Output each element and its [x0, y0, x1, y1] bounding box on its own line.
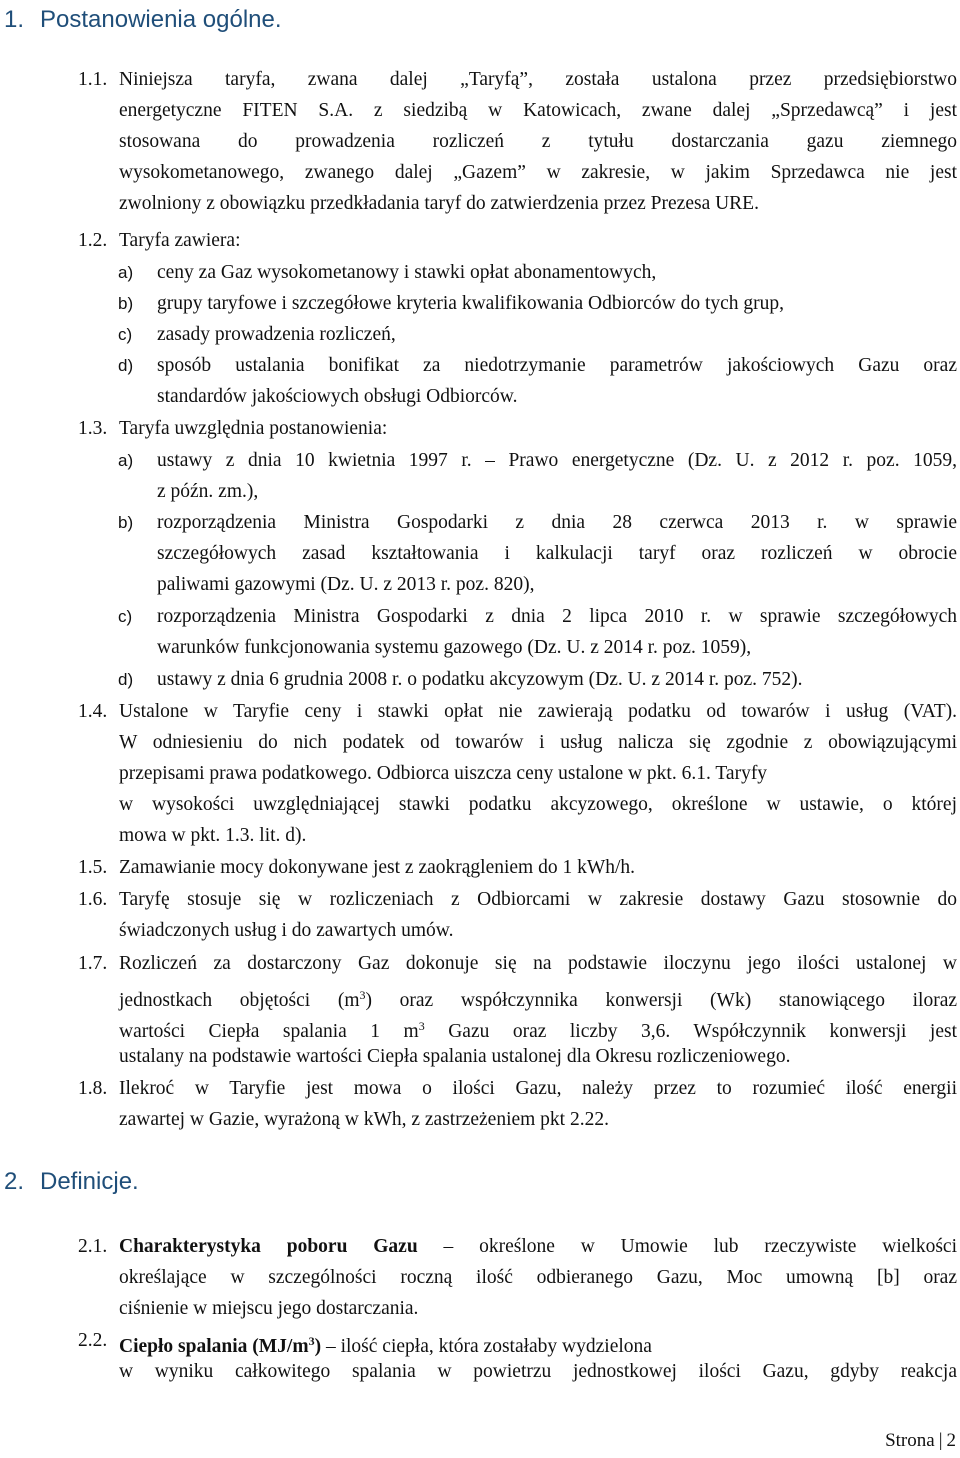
- text-fragment: jednostkach objętości (m: [119, 990, 360, 1011]
- page-footer: [885, 1430, 956, 1452]
- paragraph-line: Rozliczeń za dostarczony Gaz dokonuje się na podstawie iloczynu jego ilości ustalonej w: [119, 953, 957, 974]
- paragraph-line: ustalany na podstawie wartości Ciepła spalania ustalonej dla Okresu rozliczeniowego.: [119, 1046, 791, 1067]
- defined-term: Charakterystyka poboru Gazu: [119, 1236, 418, 1257]
- paragraph-line: w wyniku całkowitego spalania w powietrzu jednostkowej ilości Gazu, gdyby reakcja: [119, 1361, 957, 1382]
- paragraph-line: W odniesieniu do nich podatek od towarów i usług nalicza się zgodnie z obowiązującymi: [119, 732, 957, 753]
- list-item-line: grupy taryfowe i szczegółowe kryteria kwalifikowania Odbiorców do tych grup,: [157, 293, 785, 314]
- footer-separator: |: [938, 1430, 943, 1451]
- paragraph-line: [119, 1235, 957, 1259]
- list-letter: a): [118, 451, 134, 470]
- list-letter: d): [118, 670, 134, 689]
- list-item-line: zasady prowadzenia rozliczeń,: [157, 324, 396, 345]
- superscript: 3: [418, 1019, 425, 1033]
- paragraph-line: Ilekroć w Taryfie jest mowa o ilości Gazu, należy przez to rozumieć ilość energii: [119, 1078, 957, 1099]
- paragraph-line: Zamawianie mocy dokonywane jest z zaokrągleniem do 1 kWh/h.: [119, 857, 636, 878]
- text-fragment: – ilość ciepła, która zostałaby wydzielona: [321, 1336, 652, 1357]
- paragraph-number: 2.2.: [78, 1330, 108, 1351]
- text-fragment: wartości Ciepła spalania 1 m: [119, 1021, 419, 1042]
- paragraph-number: 1.8.: [78, 1078, 108, 1099]
- list-item-line: warunków funkcjonowania systemu gazowego (Dz. U. z 2014 r. poz. 1059),: [157, 637, 752, 658]
- page-number: 2: [946, 1430, 956, 1451]
- text-fragment: Ciepło spalania (MJ/m: [119, 1336, 309, 1357]
- paragraph-number: 1.3.: [78, 418, 108, 439]
- paragraph-number: 1.6.: [78, 889, 108, 910]
- list-letter: c): [118, 325, 133, 344]
- paragraph-line: [119, 1329, 652, 1359]
- list-letter: d): [118, 356, 134, 375]
- list-item-line: ceny za Gaz wysokometanowy i stawki opłat abonamentowych,: [157, 262, 657, 283]
- paragraph-number: 1.4.: [78, 701, 108, 722]
- list-item-line: ustawy z dnia 6 grudnia 2008 r. o podatku akcyzowym (Dz. U. z 2014 r. poz. 752).: [157, 669, 803, 690]
- list-item-line: paliwami gazowymi (Dz. U. z 2013 r. poz. 820),: [157, 574, 535, 595]
- section-number: 1.: [4, 6, 25, 33]
- list-letter: c): [118, 607, 133, 626]
- list-letter: b): [118, 513, 134, 532]
- paragraph-line: w wysokości uwzględniającej stawki podatku akcyzowego, określone w ustawie, o której: [119, 794, 957, 815]
- list-item-line: rozporządzenia Ministra Gospodarki z dnia 2 lipca 2010 r. w sprawie szczegółowych: [157, 606, 957, 627]
- section-title: Definicje.: [40, 1168, 139, 1195]
- paragraph-intro: Taryfa zawiera:: [119, 230, 241, 251]
- list-letter: b): [118, 294, 134, 313]
- paragraph-line: stosowana do prowadzenia rozliczeń z tytułu dostarczania gazu ziemnego: [119, 131, 957, 152]
- paragraph-line: [119, 983, 957, 1013]
- section-heading-2: [4, 1168, 139, 1196]
- page-label: Strona: [885, 1430, 935, 1451]
- paragraph-number: 1.1.: [78, 69, 108, 90]
- paragraph-line: Taryfę stosuje się w rozliczeniach z Odbiorcami w zakresie dostawy Gazu stosownie do: [119, 889, 957, 910]
- paragraph-line: [119, 1014, 957, 1044]
- paragraph-number: 1.2.: [78, 230, 108, 251]
- paragraph-line: ciśnienie w miejscu jego dostarczania.: [119, 1298, 419, 1319]
- section-heading-1: [4, 6, 282, 34]
- text-fragment: Gazu oraz liczby 3,6. Współczynnik konwersji jest: [424, 1021, 957, 1042]
- list-item-line: ustawy z dnia 10 kwietnia 1997 r. – Prawo energetyczne (Dz. U. z 2012 r. poz. 1059,: [157, 450, 957, 471]
- list-letter: a): [118, 263, 134, 282]
- paragraph-line: określające w szczególności roczną ilość odbieranego Gazu, Moc umowną [b] oraz: [119, 1267, 957, 1288]
- defined-term: [119, 1336, 321, 1357]
- list-item-line: szczegółowych zasad kształtowania i kalkulacji taryf oraz rozliczeń w obrocie: [157, 543, 957, 564]
- paragraph-intro: Taryfa uwzględnia postanowienia:: [119, 418, 388, 439]
- paragraph-number: 1.5.: [78, 857, 108, 878]
- paragraph-line: zwolniony z obowiązku przedkładania taryf do zatwierdzenia przez Prezesa URE.: [119, 193, 759, 214]
- paragraph-line: Ustalone w Taryfie ceny i stawki opłat nie zawierają podatku od towarów i usług (VAT).: [119, 701, 957, 722]
- text-fragment: ): [314, 1336, 322, 1357]
- paragraph-line: Niniejsza taryfa, zwana dalej „Taryfą”, została ustalona przez przedsiębiorstwo: [119, 69, 957, 90]
- superscript: 3: [359, 988, 366, 1002]
- paragraph-line: świadczonych usług i do zawartych umów.: [119, 920, 454, 941]
- list-item-line: rozporządzenia Ministra Gospodarki z dnia 28 czerwca 2013 r. w sprawie: [157, 512, 957, 533]
- section-title: Postanowienia ogólne.: [40, 6, 282, 33]
- list-item-line: standardów jakościowych obsługi Odbiorców.: [157, 386, 518, 407]
- paragraph-number: 1.7.: [78, 953, 108, 974]
- paragraph-number: 2.1.: [78, 1236, 108, 1257]
- paragraph-line: energetyczne FITEN S.A. z siedzibą w Katowicach, zwane dalej „Sprzedawcą” i jest: [119, 100, 957, 121]
- paragraph-line: wysokometanowego, zwanego dalej „Gazem” w zakresie, w jakim Sprzedawca nie jest: [119, 162, 957, 183]
- paragraph-line: mowa w pkt. 1.3. lit. d).: [119, 825, 307, 846]
- text-fragment: ) oraz współczynnika konwersji (Wk) stanowiącego iloraz: [365, 990, 957, 1011]
- section-number: 2.: [4, 1168, 25, 1195]
- list-item-line: sposób ustalania bonifikat za niedotrzymanie parametrów jakościowych Gazu oraz: [157, 355, 957, 376]
- paragraph-line: przepisami prawa podatkowego. Odbiorca uiszcza ceny ustalone w pkt. 6.1. Taryfy: [119, 763, 768, 784]
- paragraph-line: zawartej w Gazie, wyrażoną w kWh, z zastrzeżeniem pkt 2.22.: [119, 1109, 609, 1130]
- superscript: 3: [308, 1334, 315, 1348]
- text-fragment: – określone w Umowie lub rzeczywiste wielkości: [417, 1236, 957, 1257]
- list-item-line: z późn. zm.),: [157, 481, 259, 502]
